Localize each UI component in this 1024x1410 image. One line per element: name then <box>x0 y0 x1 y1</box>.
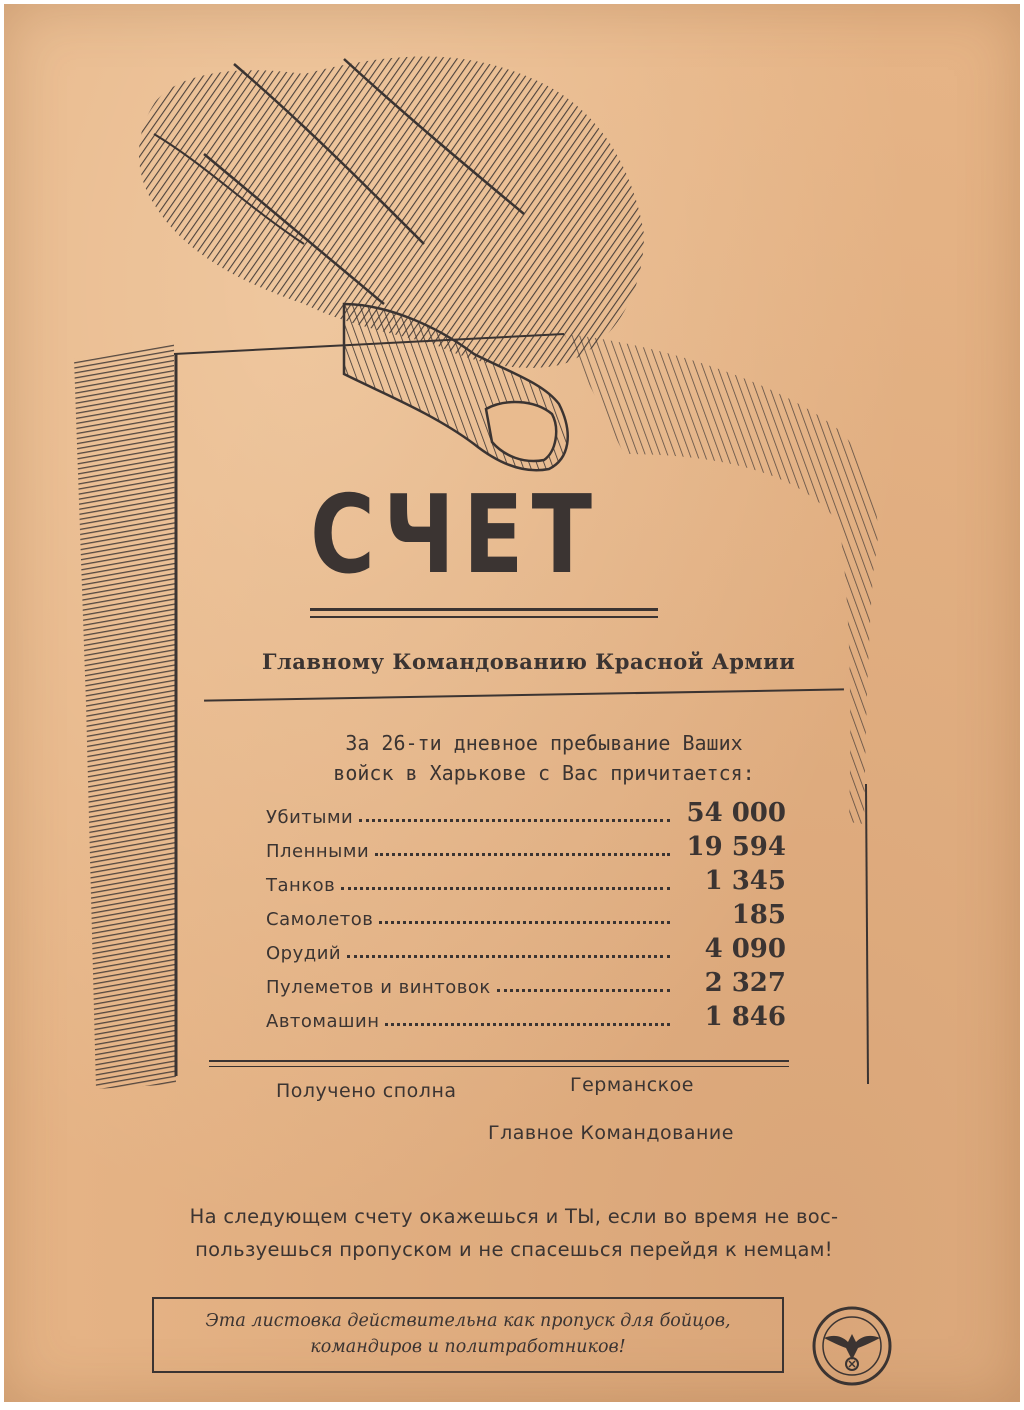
tally-value: 19 594 <box>686 832 786 862</box>
tally-value: 1 846 <box>704 1002 786 1032</box>
tally-label: Пленными <box>266 841 370 862</box>
appeal-line-1: На следующем счету окажешься и ТЫ, если во время не вос- <box>189 1205 839 1228</box>
tally-label: Пулеметов и винтовок <box>266 977 491 998</box>
tally-value: 2 327 <box>704 968 786 998</box>
leader-dots <box>379 919 670 924</box>
recipient-line: Главному Командованию Красной Армии <box>262 649 796 674</box>
tally-row-machineguns-rifles <box>266 964 786 998</box>
leader-dots <box>347 953 670 958</box>
title-underline-bottom <box>310 616 658 618</box>
leader-dots <box>341 885 670 890</box>
safe-conduct-pass-box <box>152 1297 784 1373</box>
issuer-line-1: Германское <box>570 1074 694 1096</box>
tally-row-tanks <box>266 862 786 896</box>
title-underline-top <box>310 608 658 611</box>
tally-label: Танков <box>266 875 336 896</box>
eagle-seal-icon <box>810 1304 894 1388</box>
intro-line-2: войск в Харькове с Вас причитается: <box>333 761 755 785</box>
bill-title: СЧЕТ <box>310 473 601 598</box>
divider-bottom-1 <box>209 1060 789 1062</box>
tally-value: 54 000 <box>686 798 786 828</box>
tally-label: Убитыми <box>266 807 354 828</box>
tally-value: 1 345 <box>704 866 786 896</box>
tally-row-vehicles <box>266 998 786 1032</box>
leader-dots <box>359 817 670 822</box>
intro-line-1: За 26-ти дневное пребывание Ваших <box>345 731 743 755</box>
pass-line-2: командиров и политработников! <box>310 1337 626 1357</box>
tally-row-aircraft <box>266 896 786 930</box>
issuer-line-2: Главное Командование <box>488 1122 734 1144</box>
pass-line-1: Эта листовка действительна как пропуск для бойцов, <box>205 1311 731 1331</box>
tally-row-killed <box>266 794 786 828</box>
received-in-full: Получено сполна <box>276 1080 457 1102</box>
tally-row-guns <box>266 930 786 964</box>
tally-row-prisoners <box>266 828 786 862</box>
leader-dots <box>497 987 670 992</box>
leader-dots <box>375 851 670 856</box>
appeal-text <box>144 1200 884 1266</box>
appeal-line-2: пользуешься пропуском и не спасешься перейдя к немцам! <box>195 1238 833 1261</box>
leader-dots <box>385 1021 670 1026</box>
bill-intro <box>304 728 784 788</box>
divider-bottom-2 <box>209 1066 789 1067</box>
tally-label: Орудий <box>266 943 342 964</box>
tally-value: 4 090 <box>704 934 786 964</box>
tally-label: Автомашин <box>266 1011 380 1032</box>
tally-value: 185 <box>731 900 786 930</box>
leaflet-sheet <box>4 4 1020 1402</box>
tally-label: Самолетов <box>266 909 374 930</box>
loss-tally-list <box>266 794 786 1032</box>
